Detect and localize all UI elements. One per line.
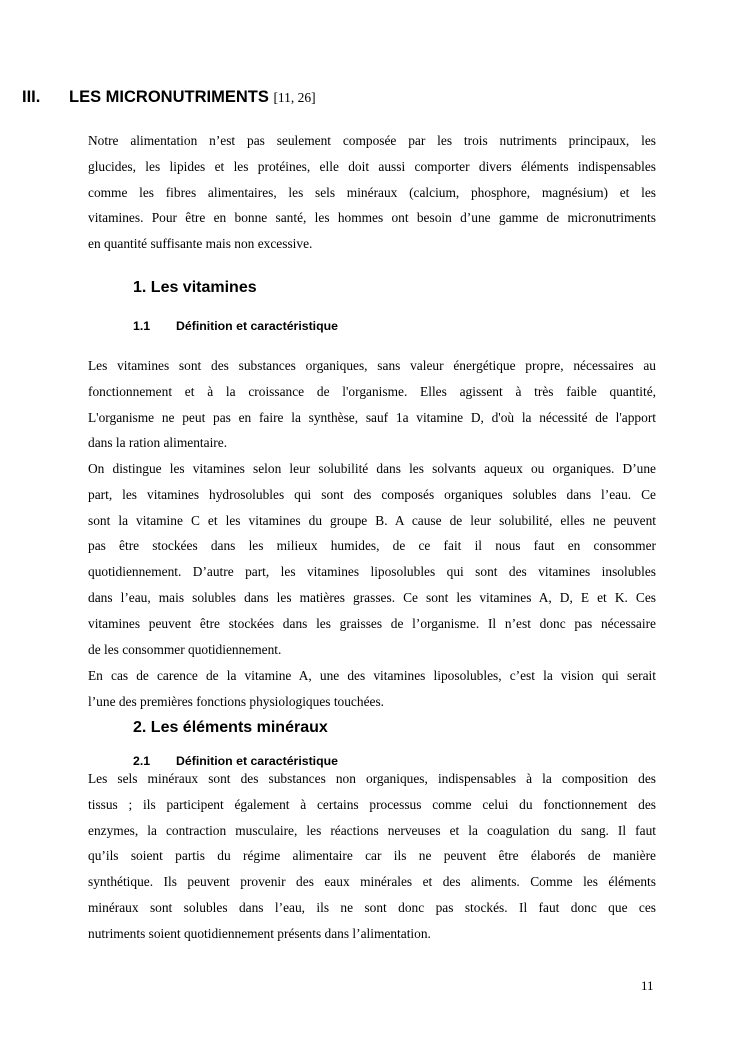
section-heading-mineraux: 2. Les éléments minéraux <box>133 719 328 736</box>
text-line: dans la ration alimentaire. <box>88 435 228 451</box>
text-line: l’une des premières fonctions physiologiques touchées. <box>88 693 385 709</box>
subsection-heading-1-1 <box>133 319 338 333</box>
vitamines-paragraph-1 <box>88 353 656 456</box>
subsection-number: 1.1 <box>133 319 151 333</box>
text-line: en quantité suffisante mais non excessive. <box>88 236 313 252</box>
vitamines-paragraph-3 <box>88 663 656 715</box>
chapter-title: LES MICRONUTRIMENTS <box>69 88 269 106</box>
text-line: On distingue les vitamines selon leur solubilité dans les solvants aqueux ou organiques. D’une <box>88 461 656 476</box>
chapter-number: III. <box>22 88 41 106</box>
intro-paragraph <box>88 128 656 257</box>
text-line: vitamines. Pour être en bonne santé, les hommes ont besoin d’une gamme de micronutriments <box>88 210 656 226</box>
chapter-references: [11, 26] <box>273 90 316 105</box>
text-line: enzymes, la contraction musculaire, les réactions nerveuses et la coagulation du sang. Il faut <box>88 822 656 838</box>
subsection-number: 2.1 <box>133 754 151 768</box>
text-line: sont la vitamine C et les vitamines du groupe B. A cause de leur solubilité, elles ne peuvent <box>88 512 656 528</box>
text-line: vitamines peuvent être stockées dans les graisses de l’organisme. Il n’est donc pas nécessaire <box>88 615 656 631</box>
text-line: En cas de carence de la vitamine A, une des vitamines liposolubles, c’est la vision qui serait <box>88 668 656 683</box>
chapter-heading <box>22 88 316 107</box>
text-line: Les vitamines sont des substances organiques, sans valeur énergétique propre, nécessaires au <box>88 358 656 373</box>
text-line: de les consommer quotidiennement. <box>88 641 282 657</box>
section-heading-vitamines: 1. Les vitamines <box>133 279 257 296</box>
text-line: nutriments soient quotidiennement présents dans l’alimentation. <box>88 925 431 941</box>
text-line: dans l’eau, mais solubles dans les matières grasses. Ce sont les vitamines A, D, E et K. Ces <box>88 589 656 605</box>
text-line: minéraux sont solubles dans l’eau, ils ne sont donc pas stockés. Il faut donc que ces <box>88 899 656 915</box>
text-line: qu’ils soient partis du régime alimentaire car ils ne peuvent être élaborés de manière <box>88 848 656 864</box>
text-line: L'organisme ne peut pas en faire la synthèse, sauf 1a vitamine D, d'où la nécessité de l'apport <box>88 409 656 425</box>
mineraux-paragraph-1 <box>88 766 656 947</box>
text-line: comme les fibres alimentaires, les sels minéraux (calcium, phosphore, magnésium) et les <box>88 184 656 200</box>
vitamines-paragraph-2 <box>88 456 656 662</box>
text-line: part, les vitamines hydrosolubles qui sont des composés organiques solubles dans l’eau. Ce <box>88 486 656 502</box>
subsection-title: Définition et caractéristique <box>176 754 338 768</box>
text-line: synthétique. Ils peuvent provenir des eaux minérales et des aliments. Comme les éléments <box>88 874 656 890</box>
text-line: Les sels minéraux sont des substances non organiques, indispensables à la composition des <box>88 771 656 786</box>
text-line: fonctionnement et à la croissance de l'organisme. Elles agissent à très faible quantité, <box>88 383 656 399</box>
subsection-title: Définition et caractéristique <box>176 319 338 333</box>
text-line: glucides, les lipides et les protéines, elle doit aussi comporter divers éléments indispensables <box>88 158 656 174</box>
text-line: pas être stockées dans les milieux humides, de ce fait il nous faut en consommer <box>88 538 656 554</box>
text-line: Notre alimentation n’est pas seulement composée par les trois nutriments principaux, les <box>88 133 656 148</box>
page-number: 11 <box>641 978 654 993</box>
text-line: tissus ; ils participent également à certains processus comme celui du fonctionnement des <box>88 796 656 812</box>
text-line: quotidiennement. D’autre part, les vitamines liposolubles qui sont des vitamines insolubles <box>88 564 656 580</box>
